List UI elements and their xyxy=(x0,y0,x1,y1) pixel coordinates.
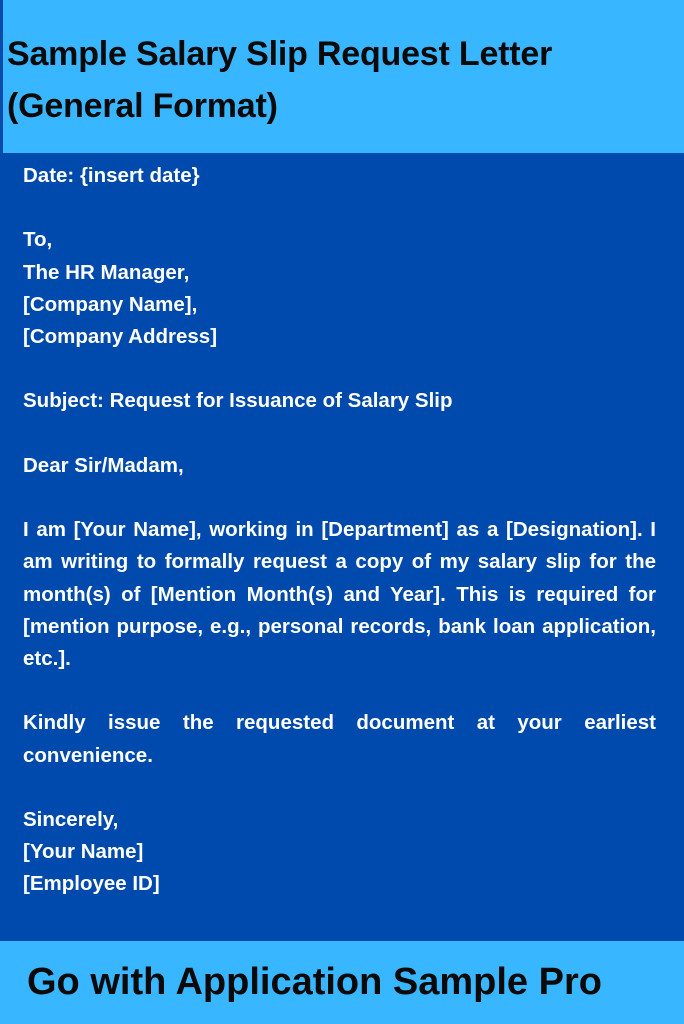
letter-closing xyxy=(23,804,656,901)
recipient-line: The HR Manager, xyxy=(23,260,190,284)
letter-paragraph-request: I am [Your Name], working in [Department] as a [Designation]. I am writing to formally request a copy of my salary slip for the month(s) of [Mention Month(s) and Year]. This is required for [mention purpose, e.g., personal records, bank loan application, etc.]. xyxy=(23,518,656,670)
letter-body xyxy=(23,160,656,901)
recipient-line: [Company Address] xyxy=(23,325,218,348)
title-line-2: (General Format) xyxy=(7,87,278,125)
title-line-1: Sample Salary Slip Request Letter xyxy=(7,35,553,73)
recipient-line: [Company Name], xyxy=(23,292,198,316)
letter-salutation: Dear Sir/Madam, xyxy=(23,453,184,477)
letter-recipient xyxy=(23,224,656,353)
letter-subject: Subject: Request for Issuance of Salary Slip xyxy=(23,389,453,413)
recipient-line: To, xyxy=(23,228,53,252)
closing-line: [Employee ID] xyxy=(23,872,160,896)
letter-paragraph-closing-request: Kindly issue the requested document at your earliest convenience. xyxy=(23,711,656,767)
letter-date: Date: {insert date} xyxy=(23,164,200,187)
closing-line: [Your Name] xyxy=(23,840,144,864)
closing-line: Sincerely, xyxy=(23,807,119,831)
footer-text: Go with Application Sample Pro xyxy=(27,961,602,1003)
page-title xyxy=(7,28,667,132)
